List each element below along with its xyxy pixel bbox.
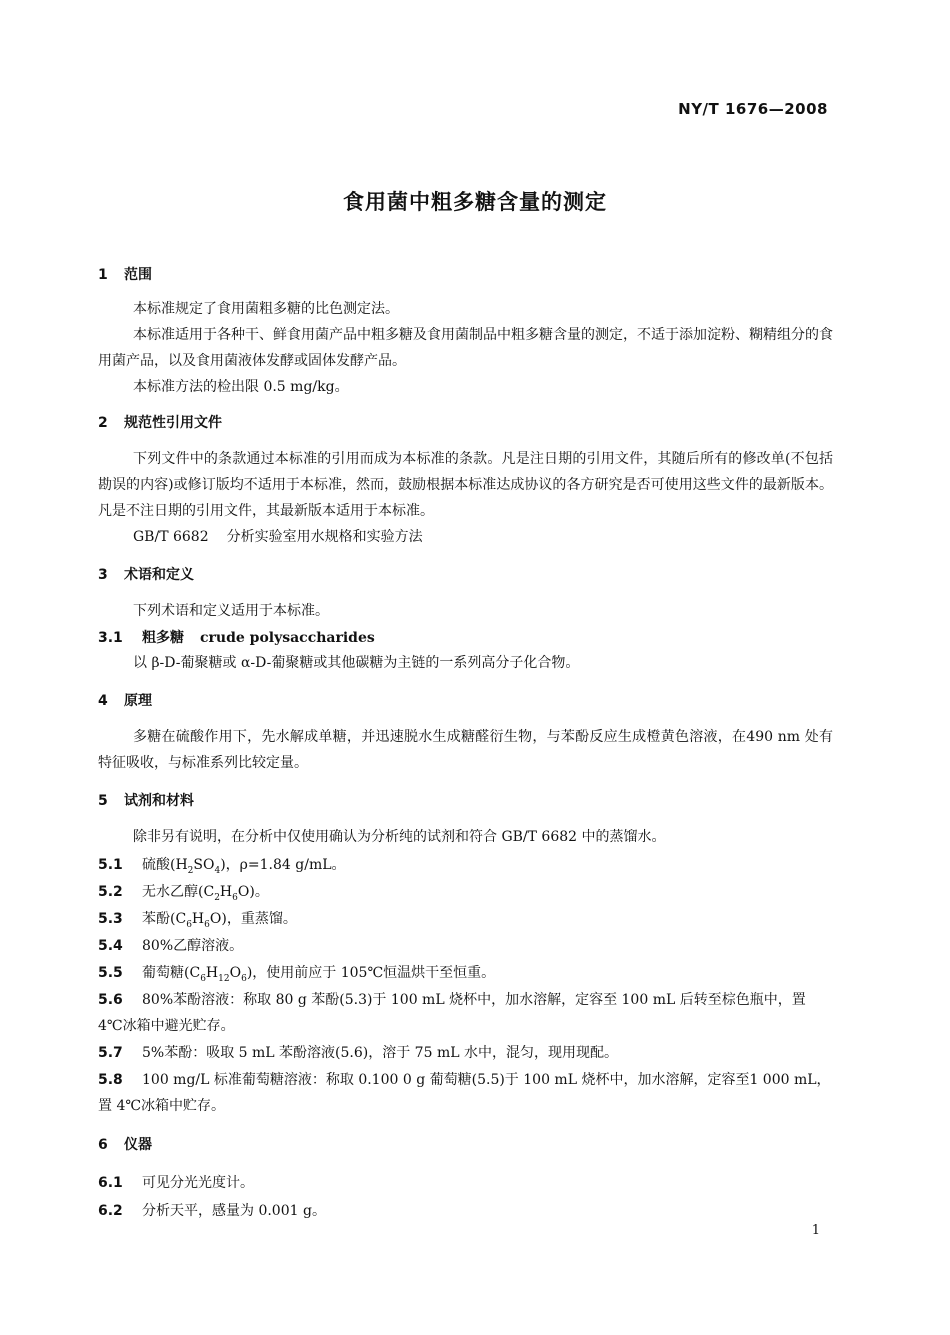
item-5-1-text-c: )，ρ=1.84 g/mL。 [220, 857, 346, 873]
item-6-1-number: 6.1 [98, 1175, 123, 1191]
section-2-para-1: 下列文件中的条款通过本标准的引用而成为本标准的条款。凡是注日期的引用文件，其随后所有的修改单(不包括勘误的内容)或修订版均不适用于本标准，然而，鼓励根据本标准达成协议的各方研究是否可使用这些文件的最新版本。凡是不注日期的引用文件，其最新版本适用于本标准。 [98, 451, 833, 519]
section-4-number: 4 [98, 693, 108, 709]
section-4-para-1: 多糖在硫酸作用下，先水解成单糖，并迅速脱水生成糖醛衍生物，与苯酚反应生成橙黄色溶液，在490 nm 处有特征吸收，与标准系列比较定量。 [98, 729, 833, 771]
item-5-1-sub-1: 2 [187, 865, 194, 876]
item-5-8-text: 100 mg/L 标准葡萄糖溶液：称取 0.100 0 g 葡萄糖(5.5)于 100 mL 烧杯中，加水溶解，定容至1 000 mL，置 4℃冰箱中贮存。 [98, 1072, 831, 1114]
item-5-8-number: 5.8 [98, 1072, 123, 1088]
item-5-3-text-a: 苯酚(C [142, 911, 187, 927]
document-title: 食用菌中粗多糖含量的测定 [343, 190, 607, 214]
item-5-5-text-b: H [205, 965, 219, 981]
item-5-1-text-a: 硫酸(H [142, 857, 188, 873]
item-5-4-number: 5.4 [98, 938, 123, 954]
item-5-4-text: 80%乙醇溶液。 [142, 938, 244, 954]
item-5-5-text-d: )，使用前应于 105℃恒温烘干至恒重。 [246, 965, 496, 981]
standard-number: NY/T 1676—2008 [678, 100, 828, 118]
item-5-7 [98, 1040, 833, 1066]
section-1-title: 范围 [124, 267, 152, 283]
section-1-heading [98, 262, 833, 288]
section-2-number: 2 [98, 415, 108, 431]
section-5-para-1: 除非另有说明，在分析中仅使用确认为分析纯的试剂和符合 GB/T 6682 中的蒸馏水。 [133, 829, 666, 845]
section-3-number: 3 [98, 567, 108, 583]
item-5-1-text-b: SO [193, 857, 215, 873]
item-5-5-text-a: 葡萄糖(C [142, 965, 201, 981]
item-5-3 [98, 906, 833, 932]
item-5-2-sub-2: 6 [232, 892, 238, 903]
item-5-2-text-b: H [219, 884, 233, 900]
item-5-7-text: 5%苯酚：吸取 5 mL 苯酚溶液(5.6)，溶于 75 mL 水中，混匀，现用现配。 [142, 1045, 618, 1061]
item-6-1 [98, 1170, 833, 1196]
item-5-3-sub-2: 6 [204, 919, 210, 930]
item-5-5-number: 5.5 [98, 965, 123, 981]
section-2-title: 规范性引用文件 [124, 415, 222, 431]
section-1-para-2: 本标准适用于各种干、鲜食用菌产品中粗多糖及食用菌制品中粗多糖含量的测定，不适于添加淀粉、糊精组分的食用菌产品，以及食用菌液体发酵或固体发酵产品。 [98, 327, 833, 369]
section-6-heading [98, 1132, 833, 1158]
item-5-1-number: 5.1 [98, 857, 123, 873]
item-5-5-sub-3: 6 [241, 973, 247, 984]
term-3-1 [98, 625, 833, 651]
section-4-title: 原理 [124, 693, 152, 709]
item-5-2-number: 5.2 [98, 884, 123, 900]
item-5-5-text-c: O [229, 965, 242, 981]
section-3-title: 术语和定义 [124, 567, 194, 583]
reference-title: 分析实验室用水规格和实验方法 [226, 529, 423, 545]
term-3-1-definition: 以 β-D-葡聚糖或 α-D-葡聚糖或其他碳糖为主链的一系列高分子化合物。 [133, 655, 580, 671]
section-6-title: 仪器 [124, 1137, 152, 1153]
item-5-5-sub-2: 12 [218, 973, 230, 984]
section-6-number: 6 [98, 1137, 108, 1153]
section-5-number: 5 [98, 793, 108, 809]
item-5-5-sub-1: 6 [200, 973, 206, 984]
item-5-2-text-c: O)。 [237, 884, 269, 900]
item-6-2 [98, 1198, 833, 1224]
term-3-1-en: crude polysaccharides [200, 630, 375, 646]
item-5-6 [98, 987, 833, 1039]
item-5-1 [98, 852, 833, 878]
section-4-heading [98, 688, 833, 714]
section-5-heading [98, 788, 833, 814]
item-5-6-text: 80%苯酚溶液：称取 80 g 苯酚(5.3)于 100 mL 烧杯中，加水溶解，定容至 100 mL 后转至棕色瓶中，置 4℃冰箱中避光贮存。 [98, 992, 806, 1034]
normative-reference [98, 524, 833, 550]
item-5-6-number: 5.6 [98, 992, 123, 1008]
item-5-3-text-b: H [191, 911, 205, 927]
section-2-heading [98, 410, 833, 436]
section-5-title: 试剂和材料 [124, 793, 194, 809]
item-5-3-text-c: O)，重蒸馏。 [209, 911, 297, 927]
section-1-para-3: 本标准方法的检出限 0.5 mg/kg。 [133, 379, 349, 395]
term-3-1-cn: 粗多糖 [142, 630, 184, 646]
page-number: 1 [811, 1223, 820, 1238]
item-5-3-sub-1: 6 [186, 919, 192, 930]
section-1-number: 1 [98, 267, 108, 283]
item-5-5 [98, 960, 833, 986]
reference-code: GB/T 6682 [133, 529, 209, 545]
item-5-4 [98, 933, 833, 959]
item-6-2-number: 6.2 [98, 1203, 123, 1219]
item-5-3-number: 5.3 [98, 911, 123, 927]
section-3-para-1: 下列术语和定义适用于本标准。 [133, 603, 329, 619]
item-5-2-text-a: 无水乙醇(C [142, 884, 215, 900]
item-6-2-text: 分析天平，感量为 0.001 g。 [142, 1203, 326, 1219]
item-5-8 [98, 1067, 833, 1119]
section-1-para-1: 本标准规定了食用菌粗多糖的比色测定法。 [133, 301, 399, 317]
item-5-2-sub-1: 2 [214, 892, 220, 903]
item-5-7-number: 5.7 [98, 1045, 123, 1061]
item-5-1-sub-2: 4 [214, 865, 221, 876]
section-3-heading [98, 562, 833, 588]
item-6-1-text: 可见分光光度计。 [142, 1175, 254, 1191]
item-5-2 [98, 879, 833, 905]
term-3-1-number: 3.1 [98, 630, 123, 646]
